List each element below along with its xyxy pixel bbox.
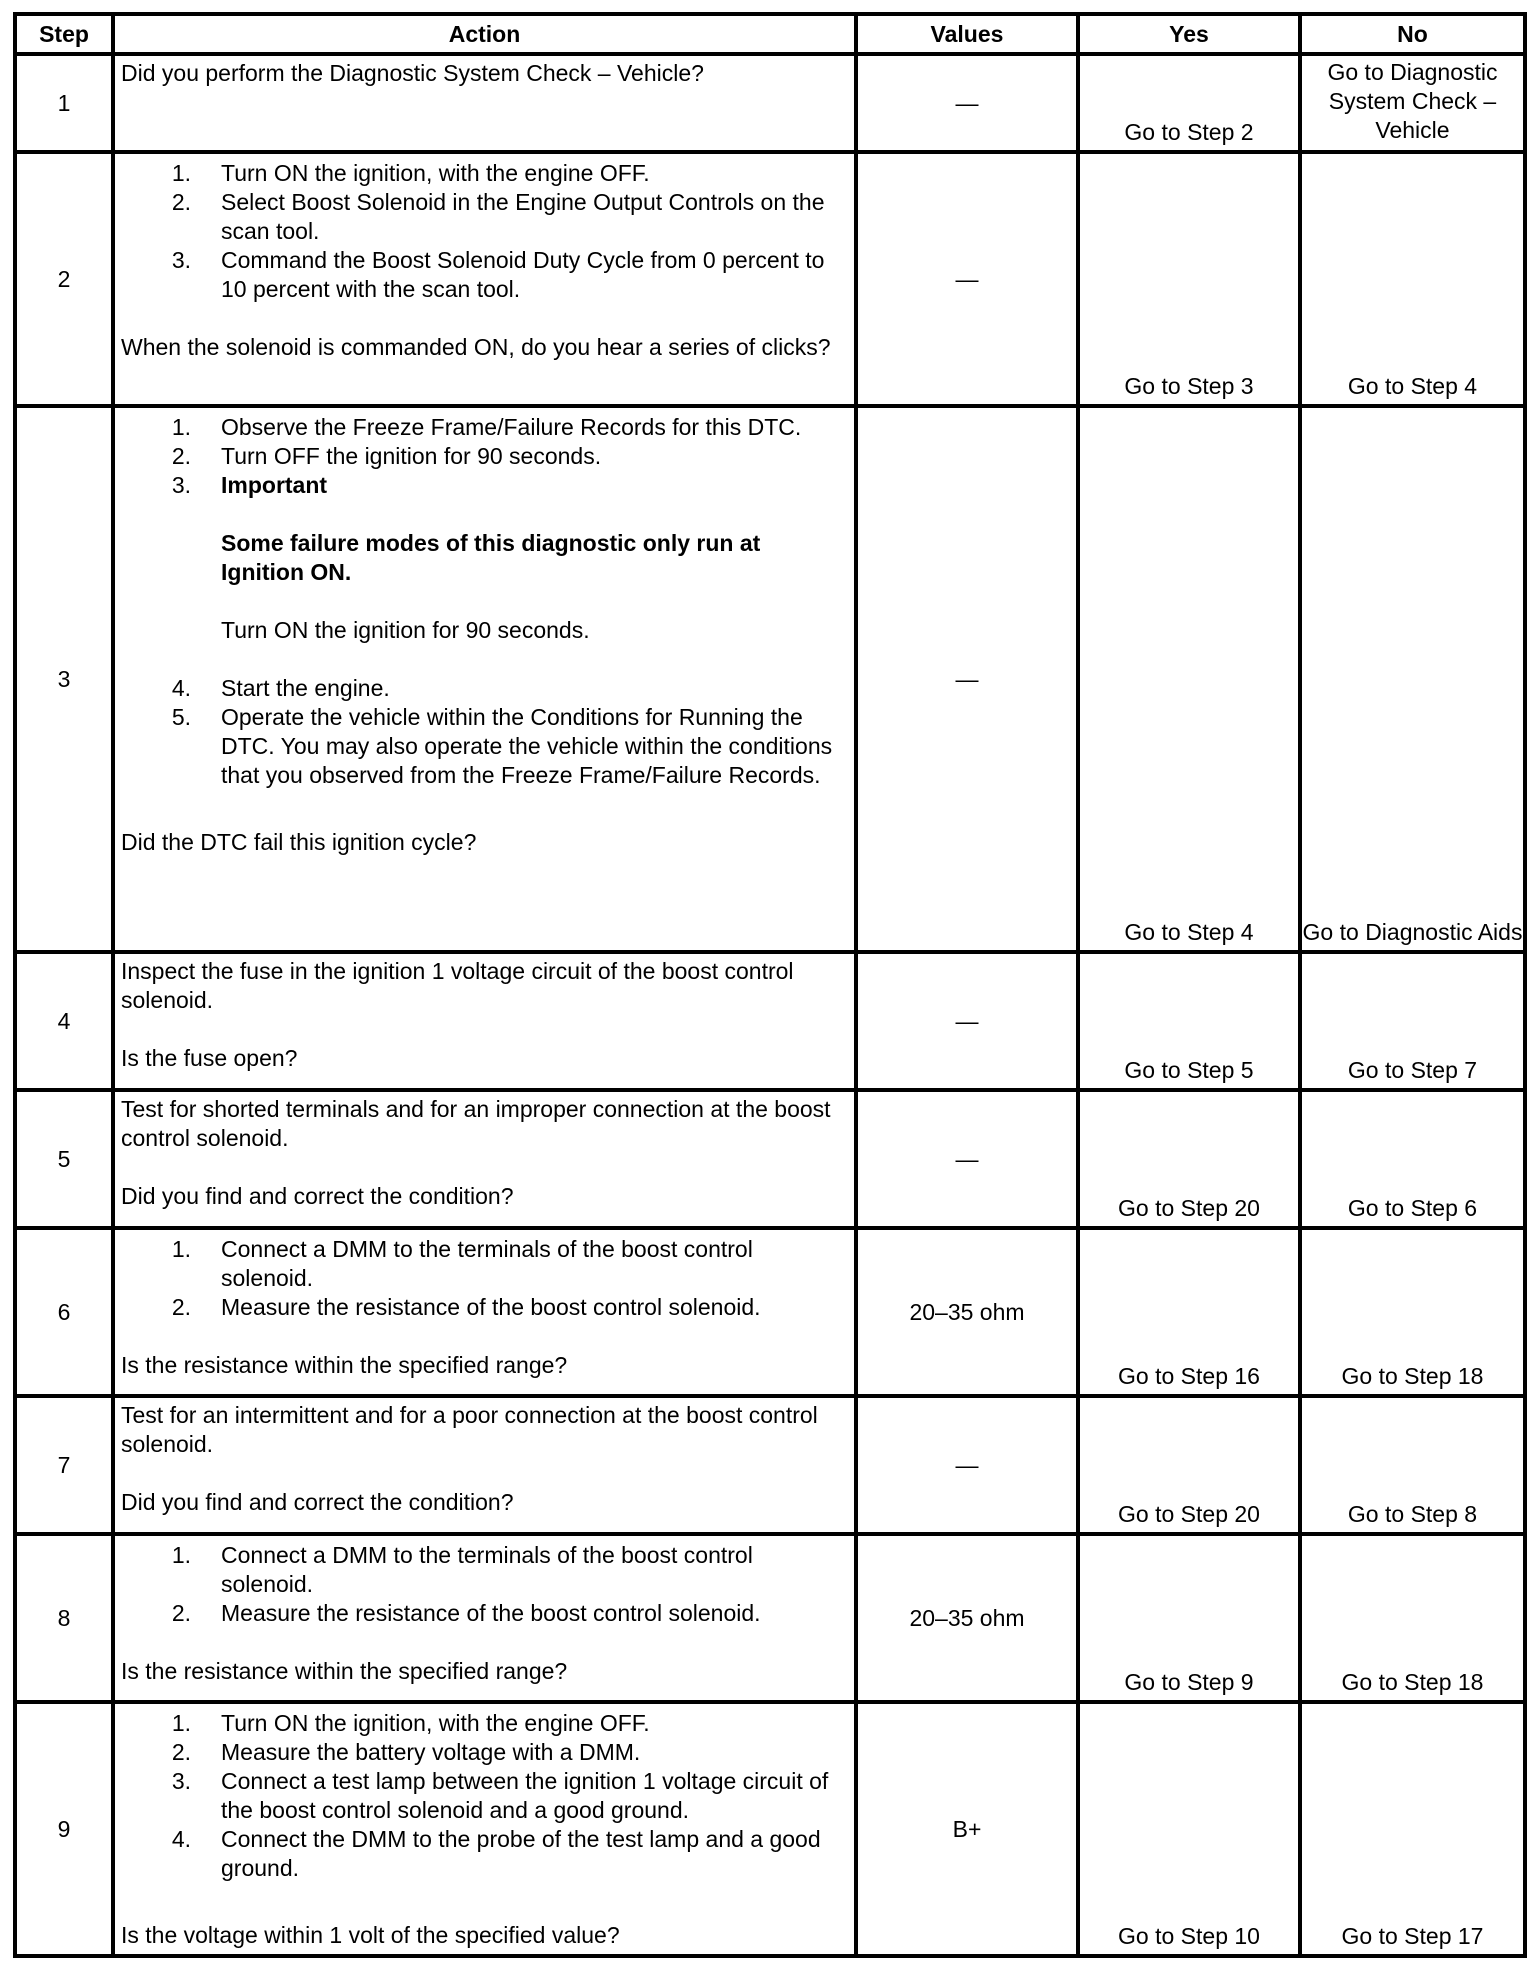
header-step: Step bbox=[15, 14, 113, 54]
header-no: No bbox=[1300, 14, 1525, 54]
yes-cell: Go to Step 20 bbox=[1078, 1396, 1300, 1534]
header-row bbox=[15, 14, 1525, 54]
action-question: When the solenoid is commanded ON, do you hear a series of clicks? bbox=[121, 334, 831, 360]
action-cell bbox=[113, 1090, 856, 1228]
important-note: Some failure modes of this diagnostic only run at Ignition ON. bbox=[221, 530, 761, 585]
action-cell bbox=[113, 406, 856, 952]
important-action: Turn ON the ignition for 90 seconds. bbox=[221, 617, 590, 643]
no-cell: Go to Step 8 bbox=[1300, 1396, 1525, 1534]
step-number: 1 bbox=[15, 54, 113, 152]
list-item: 2. Turn OFF the ignition for 90 seconds. bbox=[171, 443, 602, 469]
values-cell: — bbox=[856, 54, 1078, 152]
action-cell bbox=[113, 1534, 856, 1702]
action-steps bbox=[121, 1709, 848, 1883]
step-number: 6 bbox=[15, 1228, 113, 1396]
values-cell: — bbox=[856, 406, 1078, 952]
action-cell bbox=[113, 54, 856, 152]
no-cell: Go to Step 18 bbox=[1300, 1228, 1525, 1396]
table-row bbox=[15, 952, 1525, 1090]
action-cell bbox=[113, 1396, 856, 1534]
yes-cell: Go to Step 10 bbox=[1078, 1702, 1300, 1956]
action-steps bbox=[121, 159, 848, 304]
table-row bbox=[15, 1396, 1525, 1534]
action-question: Is the resistance within the specified range? bbox=[121, 1658, 568, 1684]
action-intro: Test for an intermittent and for a poor connection at the boost control solenoid. bbox=[121, 1402, 818, 1457]
values-cell: — bbox=[856, 152, 1078, 406]
yes-cell: Go to Step 4 bbox=[1078, 406, 1300, 952]
diagnostic-table bbox=[13, 12, 1527, 1958]
action-question: Is the fuse open? bbox=[121, 1045, 298, 1071]
table-row bbox=[15, 1090, 1525, 1228]
action-question: Is the voltage within 1 volt of the specified value? bbox=[121, 1922, 620, 1948]
action-steps bbox=[121, 1541, 848, 1628]
table-row bbox=[15, 1534, 1525, 1702]
action-cell bbox=[113, 1702, 856, 1956]
step-number: 4 bbox=[15, 952, 113, 1090]
list-item: 1. Turn ON the ignition, with the engine OFF. bbox=[171, 160, 650, 186]
no-cell: Go to Step 7 bbox=[1300, 952, 1525, 1090]
no-cell: Go to Step 6 bbox=[1300, 1090, 1525, 1228]
step-number: 3 bbox=[15, 406, 113, 952]
table-row bbox=[15, 1702, 1525, 1956]
list-item: 3. Connect a test lamp between the ignition 1 voltage circuit of the boost control solenoid and a good ground. bbox=[171, 1768, 829, 1823]
no-cell: Go to Diagnostic System Check – Vehicle bbox=[1300, 54, 1525, 152]
header-action: Action bbox=[113, 14, 856, 54]
step-number: 9 bbox=[15, 1702, 113, 1956]
action-intro: Did you perform the Diagnostic System Check – Vehicle? bbox=[121, 60, 704, 86]
action-cell bbox=[113, 1228, 856, 1396]
values-cell: 20–35 ohm bbox=[856, 1228, 1078, 1396]
action-question: Is the resistance within the specified range? bbox=[121, 1352, 568, 1378]
step-number: 8 bbox=[15, 1534, 113, 1702]
values-cell: — bbox=[856, 1396, 1078, 1534]
header-yes: Yes bbox=[1078, 14, 1300, 54]
header-values: Values bbox=[856, 14, 1078, 54]
yes-cell: Go to Step 20 bbox=[1078, 1090, 1300, 1228]
yes-cell: Go to Step 9 bbox=[1078, 1534, 1300, 1702]
table-row bbox=[15, 54, 1525, 152]
action-cell bbox=[113, 952, 856, 1090]
table-row bbox=[15, 1228, 1525, 1396]
list-item: 5. Operate the vehicle within the Conditions for Running the DTC. You may also operate the vehicle within the conditions that you observed from the Freeze Frame/Failure Records. bbox=[171, 704, 833, 788]
no-cell: Go to Step 4 bbox=[1300, 152, 1525, 406]
values-cell: 20–35 ohm bbox=[856, 1534, 1078, 1702]
action-steps bbox=[121, 413, 848, 790]
yes-cell: Go to Step 2 bbox=[1078, 54, 1300, 152]
table-row bbox=[15, 152, 1525, 406]
yes-cell: Go to Step 5 bbox=[1078, 952, 1300, 1090]
action-question: Did you find and correct the condition? bbox=[121, 1489, 514, 1515]
step-number: 7 bbox=[15, 1396, 113, 1534]
action-steps bbox=[121, 1235, 848, 1322]
no-cell: Go to Diagnostic Aids bbox=[1300, 406, 1525, 952]
step-number: 2 bbox=[15, 152, 113, 406]
action-question: Did the DTC fail this ignition cycle? bbox=[121, 829, 477, 855]
list-item: 1. Turn ON the ignition, with the engine OFF. bbox=[171, 1710, 650, 1736]
values-cell: — bbox=[856, 1090, 1078, 1228]
values-cell: — bbox=[856, 952, 1078, 1090]
list-item: 1. Connect a DMM to the terminals of the boost control solenoid. bbox=[171, 1236, 753, 1291]
list-item: 1. Observe the Freeze Frame/Failure Records for this DTC. bbox=[171, 414, 802, 440]
action-cell bbox=[113, 152, 856, 406]
list-item: 3. Important Some failure modes of this diagnostic only run at Ignition ON. Turn ON the ignition for 90 seconds. bbox=[121, 471, 848, 674]
list-item: 4. Start the engine. bbox=[171, 675, 390, 701]
list-item: 2. Select Boost Solenoid in the Engine Output Controls on the scan tool. bbox=[171, 189, 825, 244]
table-row bbox=[15, 406, 1525, 952]
action-intro: Inspect the fuse in the ignition 1 voltage circuit of the boost control solenoid. bbox=[121, 958, 794, 1013]
no-cell: Go to Step 17 bbox=[1300, 1702, 1525, 1956]
yes-cell: Go to Step 3 bbox=[1078, 152, 1300, 406]
action-question: Did you find and correct the condition? bbox=[121, 1183, 514, 1209]
list-item: 3. Command the Boost Solenoid Duty Cycle from 0 percent to 10 percent with the scan tool. bbox=[171, 247, 825, 302]
no-cell: Go to Step 18 bbox=[1300, 1534, 1525, 1702]
list-item: 2. Measure the resistance of the boost control solenoid. bbox=[171, 1294, 761, 1320]
yes-cell: Go to Step 16 bbox=[1078, 1228, 1300, 1396]
list-item: 1. Connect a DMM to the terminals of the boost control solenoid. bbox=[171, 1542, 753, 1597]
action-intro: Test for shorted terminals and for an improper connection at the boost control solenoid. bbox=[121, 1096, 831, 1151]
list-item: 2. Measure the resistance of the boost control solenoid. bbox=[171, 1600, 761, 1626]
values-cell: B+ bbox=[856, 1702, 1078, 1956]
list-item: 2. Measure the battery voltage with a DMM. bbox=[171, 1739, 641, 1765]
important-label: Important bbox=[221, 472, 328, 498]
step-number: 5 bbox=[15, 1090, 113, 1228]
list-item: 4. Connect the DMM to the probe of the test lamp and a good ground. bbox=[171, 1826, 821, 1881]
